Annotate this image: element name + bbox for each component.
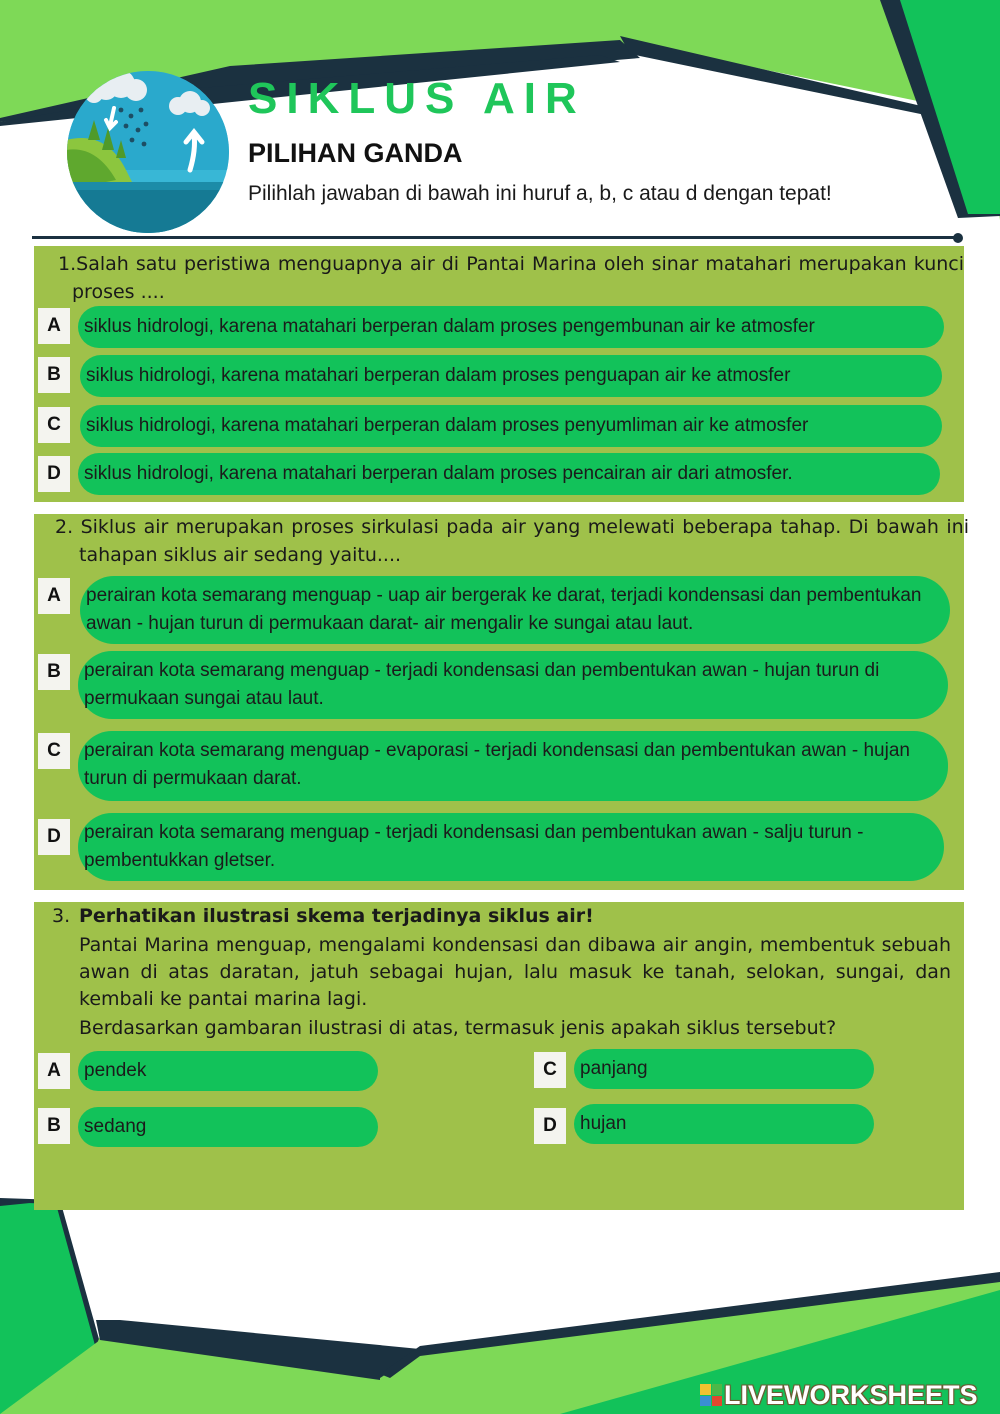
q3-option-b-letter: B — [38, 1108, 70, 1144]
q1-option-a[interactable]: siklus hidrologi, karena matahari berperan dalam proses pengembunan air ke atmosfer — [78, 306, 944, 348]
water-cycle-illustration — [66, 70, 230, 234]
q2-option-a-letter: A — [38, 578, 70, 614]
q1-option-b-letter: B — [38, 357, 70, 393]
q2-option-b-letter: B — [38, 654, 70, 690]
liveworksheets-watermark — [700, 1380, 978, 1410]
q3-option-c[interactable]: panjang — [574, 1049, 874, 1089]
q2-option-d-letter: D — [38, 819, 70, 855]
q1-option-b[interactable]: siklus hidrologi, karena matahari berperan dalam proses penguapan air ke atmosfer — [80, 355, 942, 397]
q3-option-d[interactable]: hujan — [574, 1104, 874, 1144]
question-1-text: 1.Salah satu peristiwa menguapnya air di Pantai Marina oleh sinar matahari merupakan kunci proses .... — [58, 253, 964, 303]
q1-option-d[interactable]: siklus hidrologi, karena matahari berperan dalam proses pencairan air dari atmosfer. — [78, 453, 940, 495]
page-subtitle: PILIHAN GANDA — [248, 138, 463, 168]
q1-option-c[interactable]: siklus hidrologi, karena matahari berperan dalam proses penyumliman air ke atmosfer — [80, 405, 942, 447]
q2-option-d[interactable]: perairan kota semarang menguap - terjadi kondensasi dan pembentukan awan - salju turun - pembentukkan gletser. — [78, 813, 944, 881]
q1-option-c-letter: C — [38, 407, 70, 443]
instruction-text: Pilihlah jawaban di bawah ini huruf a, b, c atau d dengan tepat! — [248, 182, 832, 205]
q3-option-a-letter: A — [38, 1053, 70, 1089]
q2-option-b[interactable]: perairan kota semarang menguap - terjadi kondensasi dan pembentukan awan - hujan turun di permukaan sungai atau laut. — [78, 651, 948, 719]
watermark-text: LIVEWORKSHEETS — [724, 1379, 978, 1410]
divider-dot — [953, 233, 963, 243]
q1-option-a-letter: A — [38, 308, 70, 344]
q2-option-a[interactable]: perairan kota semarang menguap - uap air bergerak ke darat, terjadi kondensasi dan pembentukan awan - hujan turun di permukaan darat- air mengalir ke sungai atau laut. — [80, 576, 950, 644]
question-3-number: 3. — [52, 905, 71, 927]
header-divider — [32, 236, 958, 239]
q2-option-c[interactable]: perairan kota semarang menguap - evaporasi - terjadi kondensasi dan pembentukan awan - hujan turun di permukaan darat. — [78, 731, 948, 801]
q3-option-c-letter: C — [534, 1052, 566, 1088]
q3-option-a[interactable]: pendek — [78, 1051, 378, 1091]
question-2-text: 2. Siklus air merupakan proses sirkulasi pada air yang melewati beberapa tahap. Di bawah ini tahapan siklus air sedang yaitu.... — [55, 516, 969, 566]
page-title: SIKLUS AIR — [248, 74, 586, 123]
question-3-body: Pantai Marina menguap, mengalami kondensasi dan dibawa air angin, membentuk sebuah awan di atas daratan, jatuh sebagai hujan, lalu masuk ke tanah, selokan, sungai, dan kembali ke pantai marina lagi. — [79, 934, 951, 1010]
q3-option-b[interactable]: sedang — [78, 1107, 378, 1147]
q1-option-d-letter: D — [38, 456, 70, 492]
question-3-prompt: Berdasarkan gambaran ilustrasi di atas, termasuk jenis apakah siklus tersebut? — [79, 1017, 837, 1039]
question-3-heading: Perhatikan ilustrasi skema terjadinya siklus air! — [79, 905, 594, 927]
q3-option-d-letter: D — [534, 1108, 566, 1144]
liveworksheets-logo-icon — [700, 1384, 722, 1406]
q2-option-c-letter: C — [38, 733, 70, 769]
